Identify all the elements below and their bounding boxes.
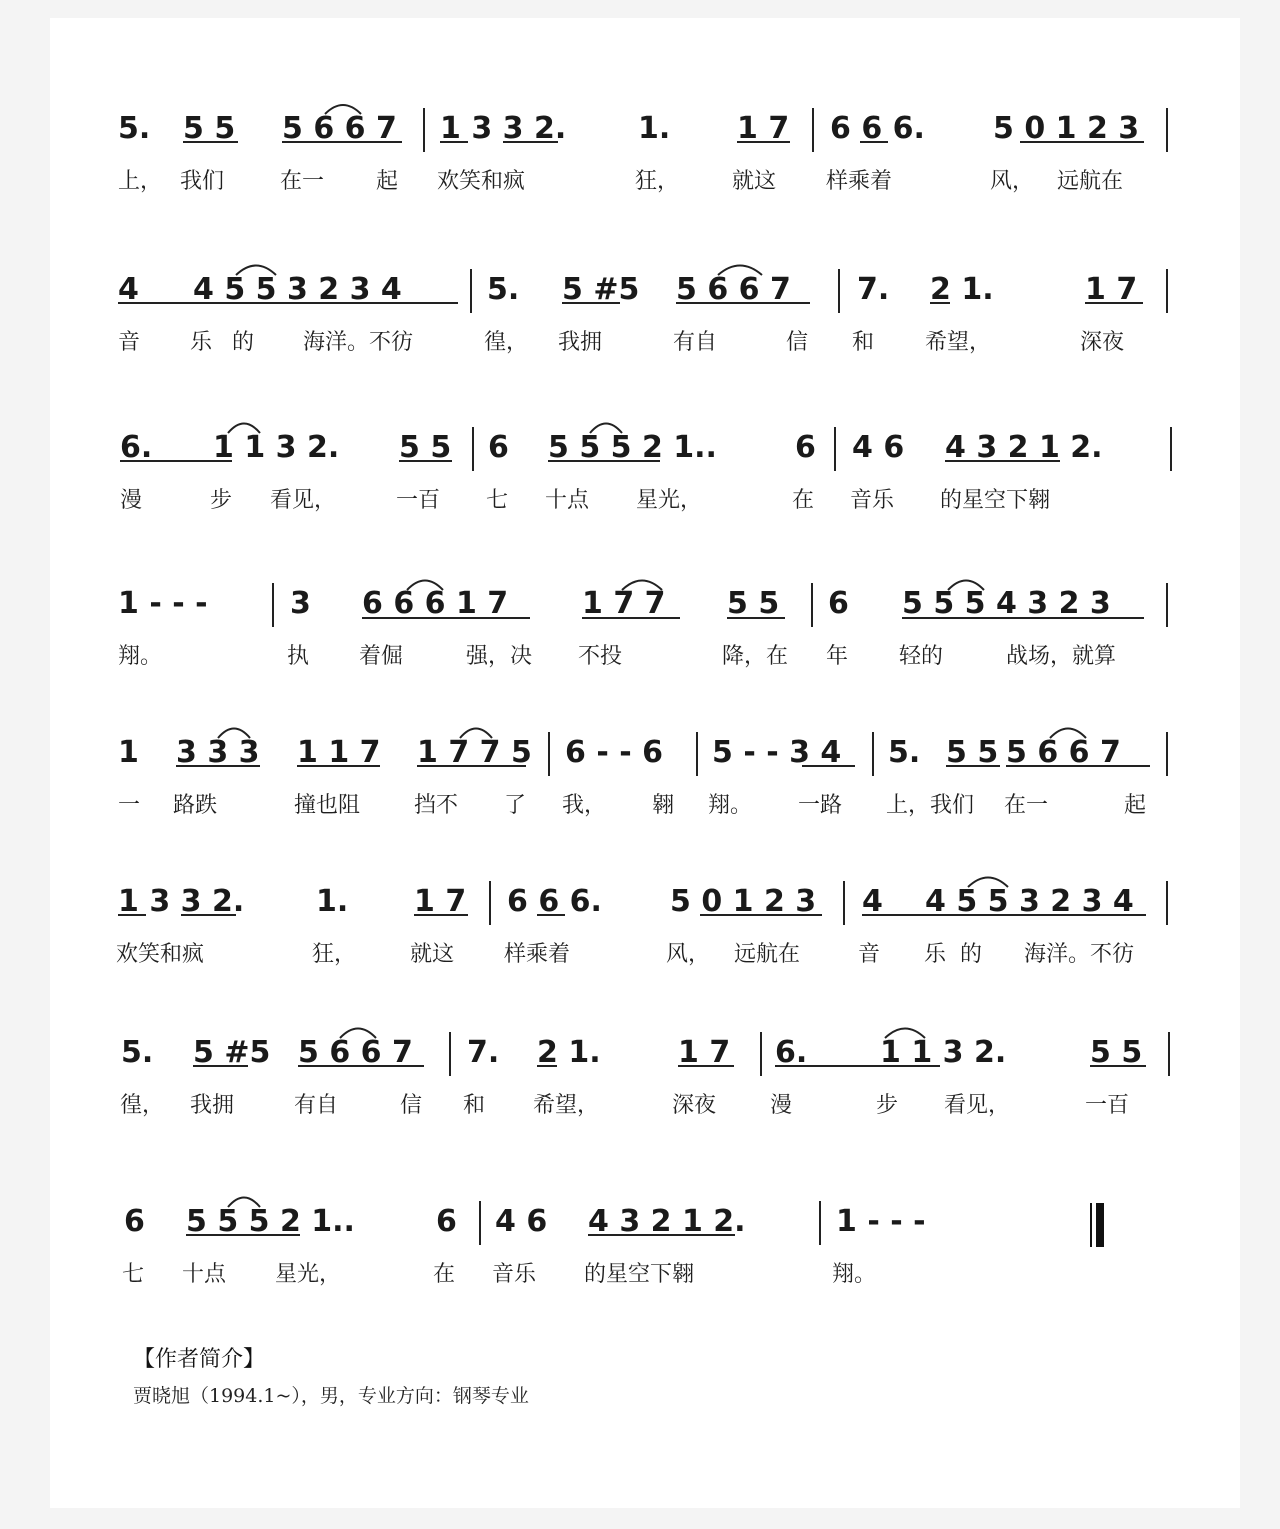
lyric: 深夜	[672, 1093, 717, 1118]
note-group: 3 3 3	[176, 735, 260, 770]
lyric: 狂，	[635, 169, 680, 194]
score-system-7	[0, 1034, 1280, 1144]
barline	[479, 1201, 481, 1245]
lyric: 一路	[798, 793, 843, 818]
lyric: 的星空下翱	[584, 1262, 695, 1287]
note-group: 5 5	[946, 735, 999, 770]
lyric: 音	[118, 330, 141, 355]
note-group: 5 - - 3 4	[712, 735, 842, 770]
note-group: 2 1.	[537, 1035, 601, 1070]
lyric: 年	[826, 644, 849, 669]
lyric: 狂，	[312, 942, 357, 967]
lyric: 我们	[180, 169, 225, 194]
note-group: 5.	[118, 111, 151, 146]
lyric: 远航在	[734, 942, 801, 967]
note-group: 5.	[487, 272, 520, 307]
barline	[696, 732, 698, 776]
note-group: 4 5 5 3 2 3 4	[925, 884, 1134, 919]
lyric: 十点	[182, 1262, 227, 1287]
note-group: 4 5 5 3 2 3 4	[193, 272, 402, 307]
barline	[1168, 1032, 1170, 1076]
lyric: 战场，就算	[1006, 644, 1117, 669]
lyric: 强，决	[466, 644, 533, 669]
lyric: 欢笑和疯	[437, 169, 526, 194]
barline	[472, 427, 474, 471]
lyric: 起	[1124, 793, 1147, 818]
lyric: 翱	[652, 793, 675, 818]
lyric: 远航在	[1057, 169, 1124, 194]
lyric: 上，我们	[886, 793, 975, 818]
note-group: 5 5 5 2 1..	[186, 1204, 355, 1239]
lyric: 十点	[545, 488, 590, 513]
lyric: 着倔	[359, 644, 404, 669]
note-group: 4 3 2 1 2.	[588, 1204, 746, 1239]
note-group: 5 5	[1090, 1035, 1143, 1070]
note-group: 5 6 6 7	[298, 1035, 413, 1070]
note-group: 5 5 5 4 3 2 3	[902, 586, 1111, 621]
note-group: 1 1 3 2.	[880, 1035, 1007, 1070]
note-group: 1 3 3 2.	[440, 111, 567, 146]
lyric: 一	[118, 793, 141, 818]
lyric: 深夜	[1080, 330, 1125, 355]
lyric: 路跌	[173, 793, 218, 818]
final-barline-thick	[1096, 1203, 1104, 1247]
note-group: 4 6	[495, 1204, 548, 1239]
score-system-3	[0, 429, 1280, 539]
note-group: 6 6 6.	[830, 111, 925, 146]
note-group: 6	[124, 1204, 145, 1239]
note-group: 6.	[120, 430, 153, 465]
note-group: 1	[118, 735, 139, 770]
note-group: 6	[795, 430, 816, 465]
lyric: 看见，	[944, 1093, 1011, 1118]
bio-title: 【作者简介】	[133, 1347, 266, 1372]
lyric: 上，	[118, 169, 163, 194]
barline	[843, 881, 845, 925]
lyric: 乐	[924, 942, 947, 967]
lyric: 撞也阻	[294, 793, 361, 818]
barline	[819, 1201, 821, 1245]
lyric: 看见，	[270, 488, 337, 513]
lyric: 音乐	[850, 488, 895, 513]
author-bio	[133, 1342, 529, 1408]
lyric: 星光，	[275, 1262, 342, 1287]
lyric: 徨，	[120, 1093, 165, 1118]
lyric: 和	[852, 330, 875, 355]
note-group: 1 - - -	[118, 586, 208, 621]
note-group: 1 7	[1085, 272, 1138, 307]
lyric: 步	[876, 1093, 899, 1118]
score-system-6	[0, 883, 1280, 993]
barline	[1170, 427, 1172, 471]
note-group: 6	[488, 430, 509, 465]
lyric: 我拥	[558, 330, 603, 355]
note-group: 5.	[888, 735, 921, 770]
barline	[449, 1032, 451, 1076]
lyric: 音	[858, 942, 881, 967]
note-group: 1.	[316, 884, 349, 919]
lyric: 在一	[280, 169, 325, 194]
lyric: 希望，	[533, 1093, 600, 1118]
note-group: 4 6	[852, 430, 905, 465]
note-group: 5 6 6 7	[676, 272, 791, 307]
note-group: 6 6 6.	[507, 884, 602, 919]
lyric: 音乐	[492, 1262, 537, 1287]
lyric: 信	[786, 330, 809, 355]
barline	[834, 427, 836, 471]
lyric: 希望，	[925, 330, 992, 355]
lyric: 和	[463, 1093, 486, 1118]
note-group: 5 0 1 2 3	[993, 111, 1140, 146]
note-group: 7.	[857, 272, 890, 307]
lyric: 的	[232, 330, 255, 355]
lyric: 乐	[190, 330, 213, 355]
note-group: 1 - - -	[836, 1204, 926, 1239]
barline	[1166, 108, 1168, 152]
note-group: 5 #5	[562, 272, 640, 307]
note-group: 1 1 3 2.	[213, 430, 340, 465]
barline	[1166, 583, 1168, 627]
note-group: 5 5	[183, 111, 236, 146]
lyric: 有自	[673, 330, 718, 355]
barline	[1166, 881, 1168, 925]
barline	[423, 108, 425, 152]
note-group: 4	[862, 884, 883, 919]
final-barline-thin	[1090, 1203, 1092, 1247]
note-group: 4 3 2 1 2.	[945, 430, 1103, 465]
lyric: 翔。	[118, 644, 163, 669]
lyric: 星光，	[636, 488, 703, 513]
lyric: 有自	[294, 1093, 339, 1118]
barline	[812, 108, 814, 152]
note-group: 1 7	[737, 111, 790, 146]
lyric: 降，在	[722, 644, 789, 669]
barline	[811, 583, 813, 627]
note-group: 1 1 7	[297, 735, 381, 770]
lyric: 信	[400, 1093, 423, 1118]
note-group: 5 6 6 7	[282, 111, 397, 146]
lyric: 轻的	[899, 644, 944, 669]
note-group: 6 6 6 1 7	[362, 586, 509, 621]
lyric: 风，	[666, 942, 711, 967]
lyric: 翔。	[708, 793, 753, 818]
note-group: 5 5	[399, 430, 452, 465]
lyric: 执	[287, 644, 310, 669]
lyric: 样乘着	[504, 942, 571, 967]
lyric: 不投	[578, 644, 623, 669]
score-system-5	[0, 734, 1280, 844]
lyric: 海洋。不彷	[303, 330, 414, 355]
lyric: 的星空下翱	[940, 488, 1051, 513]
lyric: 样乘着	[826, 169, 893, 194]
lyric: 就这	[410, 942, 455, 967]
lyric: 风，	[990, 169, 1035, 194]
lyric: 在	[433, 1262, 456, 1287]
note-group: 6	[828, 586, 849, 621]
lyric: 欢笑和疯	[116, 942, 205, 967]
score-system-4	[0, 585, 1280, 695]
note-group: 1 3 3 2.	[118, 884, 245, 919]
lyric: 七	[486, 488, 509, 513]
barline	[838, 269, 840, 313]
note-group: 5 0 1 2 3	[670, 884, 817, 919]
note-group: 3	[290, 586, 311, 621]
lyric: 在一	[1004, 793, 1049, 818]
note-group: 5 6 6 7	[1006, 735, 1121, 770]
lyric: 的	[960, 942, 983, 967]
note-group: 6	[436, 1204, 457, 1239]
lyric: 一百	[1085, 1093, 1130, 1118]
lyric: 漫	[120, 488, 143, 513]
note-group: 5 5 5 2 1..	[548, 430, 717, 465]
lyric: 挡不	[414, 793, 459, 818]
barline	[489, 881, 491, 925]
bio-text: 贾晓旭（1994.1~），男，专业方向：钢琴专业	[133, 1385, 529, 1407]
barline	[470, 269, 472, 313]
barline	[872, 732, 874, 776]
note-group: 1 7 7	[582, 586, 666, 621]
score-system-2	[0, 271, 1280, 381]
barline	[1166, 732, 1168, 776]
lyric: 在	[792, 488, 815, 513]
lyric: 翔。	[832, 1262, 877, 1287]
note-group: 4	[118, 272, 139, 307]
lyric: 徨，	[484, 330, 529, 355]
note-group: 1.	[638, 111, 671, 146]
barline	[272, 583, 274, 627]
lyric: 步	[210, 488, 233, 513]
note-group: 5 #5	[193, 1035, 271, 1070]
score-system-8	[0, 1203, 1280, 1313]
barline	[760, 1032, 762, 1076]
lyric: 一百	[396, 488, 441, 513]
note-group: 7.	[467, 1035, 500, 1070]
barline	[548, 732, 550, 776]
lyric: 漫	[770, 1093, 793, 1118]
note-group: 2 1.	[930, 272, 994, 307]
lyric: 我，	[562, 793, 607, 818]
lyric: 起	[376, 169, 399, 194]
note-group: 6.	[775, 1035, 808, 1070]
lyric: 了	[504, 793, 527, 818]
lyric: 我拥	[190, 1093, 235, 1118]
note-group: 5.	[121, 1035, 154, 1070]
lyric: 七	[122, 1262, 145, 1287]
note-group: 1 7	[414, 884, 467, 919]
barline	[1166, 269, 1168, 313]
note-group: 1 7	[678, 1035, 731, 1070]
score-system-1	[0, 110, 1280, 220]
note-group: 1 7 7 5	[417, 735, 532, 770]
note-group: 5 5	[727, 586, 780, 621]
lyric: 就这	[732, 169, 777, 194]
lyric: 海洋。不彷	[1024, 942, 1135, 967]
note-group: 6 - - 6	[565, 735, 663, 770]
